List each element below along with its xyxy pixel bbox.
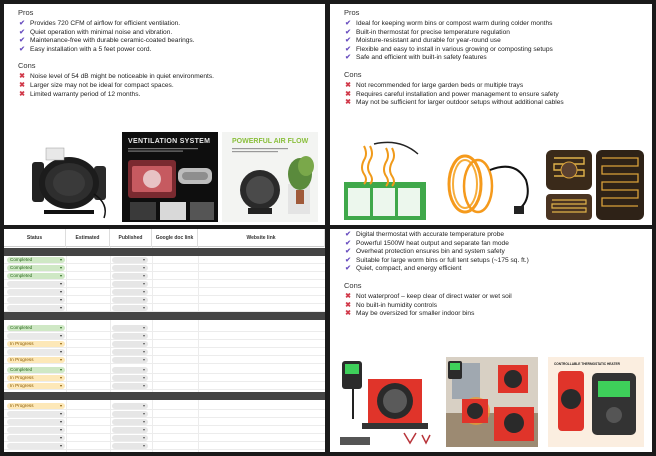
chevron-down-icon: ▾	[59, 305, 62, 310]
chevron-down-icon: ▾	[142, 383, 145, 388]
check-icon: ✔	[345, 256, 351, 264]
published-dropdown[interactable]	[112, 341, 148, 347]
table-row	[4, 434, 325, 442]
fan-pros-cons	[18, 8, 319, 99]
published-dropdown[interactable]	[112, 403, 148, 409]
check-icon: ✔	[345, 54, 351, 62]
chevron-down-icon: ▾	[142, 443, 145, 448]
con-item: ✖ Not waterproof – keep clear of direct water or wet soil	[345, 292, 512, 300]
cons-title: Cons	[344, 69, 362, 79]
published-dropdown[interactable]	[112, 427, 148, 433]
chevron-down-icon: ▾	[59, 333, 62, 338]
cross-icon: ✖	[19, 81, 25, 89]
table-row	[4, 256, 325, 264]
chevron-down-icon: ▾	[59, 403, 62, 408]
chevron-down-icon: ▾	[142, 411, 145, 416]
cross-icon: ✖	[345, 99, 351, 107]
chevron-down-icon: ▾	[59, 349, 62, 354]
status-label: Completed	[10, 367, 33, 372]
chevron-down-icon: ▾	[59, 443, 62, 448]
pros-list	[344, 20, 646, 63]
cross-icon: ✖	[345, 310, 351, 318]
published-dropdown[interactable]	[112, 325, 148, 331]
published-dropdown[interactable]	[112, 265, 148, 271]
chevron-down-icon: ▾	[142, 289, 145, 294]
con-item: ✖ May not be sufficient for larger outdoor setups without additional cables	[345, 99, 564, 107]
heater-image-label: CONTROLLABLE THERMOSTATIC HEATER	[554, 362, 620, 366]
content-tracker-sheet	[4, 229, 325, 452]
heat-cable-pros-cons	[344, 8, 646, 108]
chevron-down-icon: ▾	[59, 419, 62, 424]
status-label: In Progress	[10, 383, 34, 388]
con-item: ✖ Noise level of 54 dB might be noticeable in quiet environments.	[19, 73, 215, 81]
chevron-down-icon: ▾	[59, 411, 62, 416]
status-dropdown[interactable]	[7, 435, 65, 441]
pro-item: ✔ Suitable for large worm bins or full tent setups (~175 sq. ft.)	[345, 256, 529, 264]
published-dropdown[interactable]	[112, 257, 148, 263]
status-dropdown[interactable]	[7, 403, 65, 409]
cons-title: Cons	[18, 61, 36, 71]
heater-pros-cons	[344, 231, 646, 319]
published-dropdown[interactable]	[112, 375, 148, 381]
published-dropdown[interactable]	[112, 349, 148, 355]
table-row	[4, 280, 325, 288]
published-dropdown[interactable]	[112, 383, 148, 389]
check-icon: ✔	[19, 37, 25, 45]
chevron-down-icon: ▾	[142, 297, 145, 302]
status-dropdown[interactable]	[7, 411, 65, 417]
chevron-down-icon: ▾	[142, 435, 145, 440]
table-row	[4, 382, 325, 390]
table-row	[4, 324, 325, 332]
cross-icon: ✖	[19, 90, 25, 98]
chevron-down-icon: ▾	[142, 427, 145, 432]
published-dropdown[interactable]	[112, 357, 148, 363]
pro-item: ✔ Quiet operation with minimal noise and vibration.	[19, 28, 173, 36]
status-dropdown[interactable]	[7, 289, 65, 295]
published-dropdown[interactable]	[112, 443, 148, 449]
pros-title: Pros	[344, 8, 360, 17]
con-item: ✖ Limited warranty period of 12 months.	[19, 90, 141, 98]
spreadsheet-grid	[4, 229, 325, 452]
check-icon: ✔	[19, 45, 25, 53]
table-row	[4, 442, 325, 450]
status-dropdown[interactable]	[7, 273, 65, 279]
airflow-photo	[222, 146, 318, 222]
col-header-status[interactable]: Status	[4, 229, 66, 247]
status-dropdown[interactable]	[7, 297, 65, 303]
status-dropdown[interactable]	[7, 383, 65, 389]
status-dropdown[interactable]	[7, 265, 65, 271]
cross-icon: ✖	[19, 73, 25, 81]
chevron-down-icon: ▾	[142, 349, 145, 354]
col-header-estimated[interactable]: Estimated	[66, 229, 110, 247]
chevron-down-icon: ▾	[59, 297, 62, 302]
status-label: Completed	[10, 265, 33, 270]
check-icon: ✔	[345, 239, 351, 247]
status-label: Completed	[10, 273, 33, 278]
check-icon: ✔	[345, 28, 351, 36]
chevron-down-icon: ▾	[142, 325, 145, 330]
status-dropdown[interactable]	[7, 333, 65, 339]
chevron-down-icon: ▾	[59, 281, 62, 286]
chevron-down-icon: ▾	[59, 257, 62, 262]
status-dropdown[interactable]	[7, 325, 65, 331]
cons-title: Cons	[344, 280, 362, 290]
chevron-down-icon: ▾	[59, 289, 62, 294]
published-dropdown[interactable]	[112, 305, 148, 311]
ventilation-caption	[128, 147, 212, 153]
table-row	[4, 348, 325, 356]
col-header-google-doc[interactable]: Google doc link	[152, 229, 198, 247]
status-dropdown[interactable]	[7, 367, 65, 373]
chevron-down-icon: ▾	[142, 419, 145, 424]
status-label: Completed	[10, 325, 33, 330]
check-icon: ✔	[345, 45, 351, 53]
pros-list	[344, 231, 646, 274]
cross-icon: ✖	[345, 90, 351, 98]
chevron-down-icon: ▾	[59, 341, 62, 346]
check-icon: ✔	[19, 20, 25, 27]
group-header-row[interactable]	[4, 312, 325, 320]
cross-icon: ✖	[345, 301, 351, 309]
status-dropdown[interactable]	[7, 375, 65, 381]
con-item: ✖ No built-in humidity controls	[345, 301, 437, 309]
pro-item: ✔ Built-in thermostat for precise temperature regulation	[345, 28, 510, 36]
published-dropdown[interactable]	[112, 297, 148, 303]
chevron-down-icon: ▾	[142, 273, 145, 278]
sheet-header-row	[4, 229, 325, 247]
chevron-down-icon: ▾	[142, 357, 145, 362]
pro-item: ✔ Easy installation with a 5 feet power cord.	[19, 45, 152, 53]
group-header-row[interactable]	[4, 248, 325, 256]
table-row	[4, 304, 325, 312]
con-item: ✖ May be oversized for smaller indoor bins	[345, 310, 475, 318]
status-label: In Progress	[10, 341, 34, 346]
chevron-down-icon: ▾	[59, 383, 62, 388]
chevron-down-icon: ▾	[59, 427, 62, 432]
pro-item: ✔ Ideal for keeping worm bins or compost warm during colder months	[345, 20, 553, 27]
cons-list	[18, 73, 319, 99]
chevron-down-icon: ▾	[59, 435, 62, 440]
chevron-down-icon: ▾	[142, 257, 145, 262]
pro-item: ✔ Digital thermostat with accurate temperature probe	[345, 231, 505, 238]
pro-item: ✔ Flexible and easy to install in various growing or composting setups	[345, 45, 553, 53]
status-label: In Progress	[10, 357, 34, 362]
ventilation-system-image	[122, 132, 218, 222]
pro-item: ✔ Powerful 1500W heat output and separate fan mode	[345, 239, 509, 247]
powerful-airflow-image	[222, 132, 318, 222]
table-row	[4, 366, 325, 374]
published-dropdown[interactable]	[112, 281, 148, 287]
published-dropdown[interactable]	[112, 273, 148, 279]
status-dropdown[interactable]	[7, 419, 65, 425]
chevron-down-icon: ▾	[59, 273, 62, 278]
panel-inline-fan	[4, 4, 325, 225]
status-dropdown[interactable]	[7, 257, 65, 263]
heater-images	[338, 353, 648, 449]
table-row	[4, 410, 325, 418]
check-icon: ✔	[19, 28, 25, 36]
col-header-website-link[interactable]: Website link	[198, 229, 325, 247]
status-dropdown[interactable]	[7, 305, 65, 311]
chevron-down-icon: ▾	[142, 265, 145, 270]
chevron-down-icon: ▾	[59, 375, 62, 380]
chevron-down-icon: ▾	[59, 325, 62, 330]
cons-list	[344, 293, 646, 319]
pros-list	[18, 20, 319, 54]
ventilation-photo	[122, 154, 218, 222]
table-row	[4, 402, 325, 410]
pros-title: Pros	[18, 8, 34, 17]
chevron-down-icon: ▾	[142, 341, 145, 346]
con-item: ✖ Larger size may not be ideal for compact spaces.	[19, 81, 174, 89]
pro-item: ✔ Safe and efficient with built-in safety features	[345, 54, 487, 62]
table-row	[4, 288, 325, 296]
con-item: ✖ Requires careful installation and power management to ensure safety	[345, 90, 559, 98]
chevron-down-icon: ▾	[59, 367, 62, 372]
con-item: ✖ Not recommended for large garden beds or multiple trays	[345, 81, 524, 89]
published-dropdown[interactable]	[112, 419, 148, 425]
pro-item: ✔ Moisture-resistant and durable for year-round use	[345, 37, 501, 45]
published-dropdown[interactable]	[112, 333, 148, 339]
chevron-down-icon: ▾	[142, 305, 145, 310]
pro-item: ✔ Provides 720 CFM of airflow for efficient ventilation.	[19, 20, 181, 27]
col-header-published[interactable]: Published	[110, 229, 152, 247]
table-row	[4, 296, 325, 304]
cross-icon: ✖	[345, 81, 351, 89]
cross-icon: ✖	[345, 292, 351, 300]
chevron-down-icon: ▾	[59, 357, 62, 362]
status-dropdown[interactable]	[7, 341, 65, 347]
chevron-down-icon: ▾	[59, 265, 62, 270]
published-dropdown[interactable]	[112, 411, 148, 417]
pro-item: ✔ Quiet, compact, and energy efficient	[345, 265, 462, 273]
ventilation-title: VENTILATION SYSTEM	[128, 138, 211, 145]
heat-cable-images	[340, 140, 646, 222]
pro-item: ✔ Overheat protection ensures bin and system safety	[345, 248, 505, 256]
table-row	[4, 426, 325, 434]
check-icon: ✔	[345, 248, 351, 256]
chevron-down-icon: ▾	[142, 375, 145, 380]
status-dropdown[interactable]	[7, 427, 65, 433]
table-row	[4, 340, 325, 348]
status-label: In Progress	[10, 403, 34, 408]
published-dropdown[interactable]	[112, 435, 148, 441]
status-dropdown[interactable]	[7, 281, 65, 287]
group-header-row[interactable]	[4, 392, 325, 400]
table-row	[4, 272, 325, 280]
cons-list	[344, 82, 646, 108]
published-dropdown[interactable]	[112, 289, 148, 295]
table-row	[4, 356, 325, 364]
pro-item: ✔ Maintenance-free with durable ceramic-coated bearings.	[19, 37, 195, 45]
published-dropdown[interactable]	[112, 367, 148, 373]
table-row	[4, 332, 325, 340]
table-row	[4, 418, 325, 426]
check-icon: ✔	[345, 265, 351, 273]
status-dropdown[interactable]	[7, 349, 65, 355]
panel-heater	[330, 229, 652, 452]
check-icon: ✔	[345, 37, 351, 45]
chevron-down-icon: ▾	[142, 367, 145, 372]
status-label: In Progress	[10, 375, 34, 380]
status-dropdown[interactable]	[7, 443, 65, 449]
airflow-title: POWERFUL AIR FLOW	[232, 138, 309, 145]
check-icon: ✔	[345, 20, 351, 27]
chevron-down-icon: ▾	[142, 281, 145, 286]
inline-fan-image	[24, 144, 114, 222]
status-label: Completed	[10, 257, 33, 262]
table-row	[4, 374, 325, 382]
panel-heat-cable	[330, 4, 652, 225]
status-dropdown[interactable]	[7, 357, 65, 363]
chevron-down-icon: ▾	[142, 403, 145, 408]
chevron-down-icon: ▾	[142, 333, 145, 338]
check-icon: ✔	[345, 231, 351, 238]
table-row	[4, 264, 325, 272]
